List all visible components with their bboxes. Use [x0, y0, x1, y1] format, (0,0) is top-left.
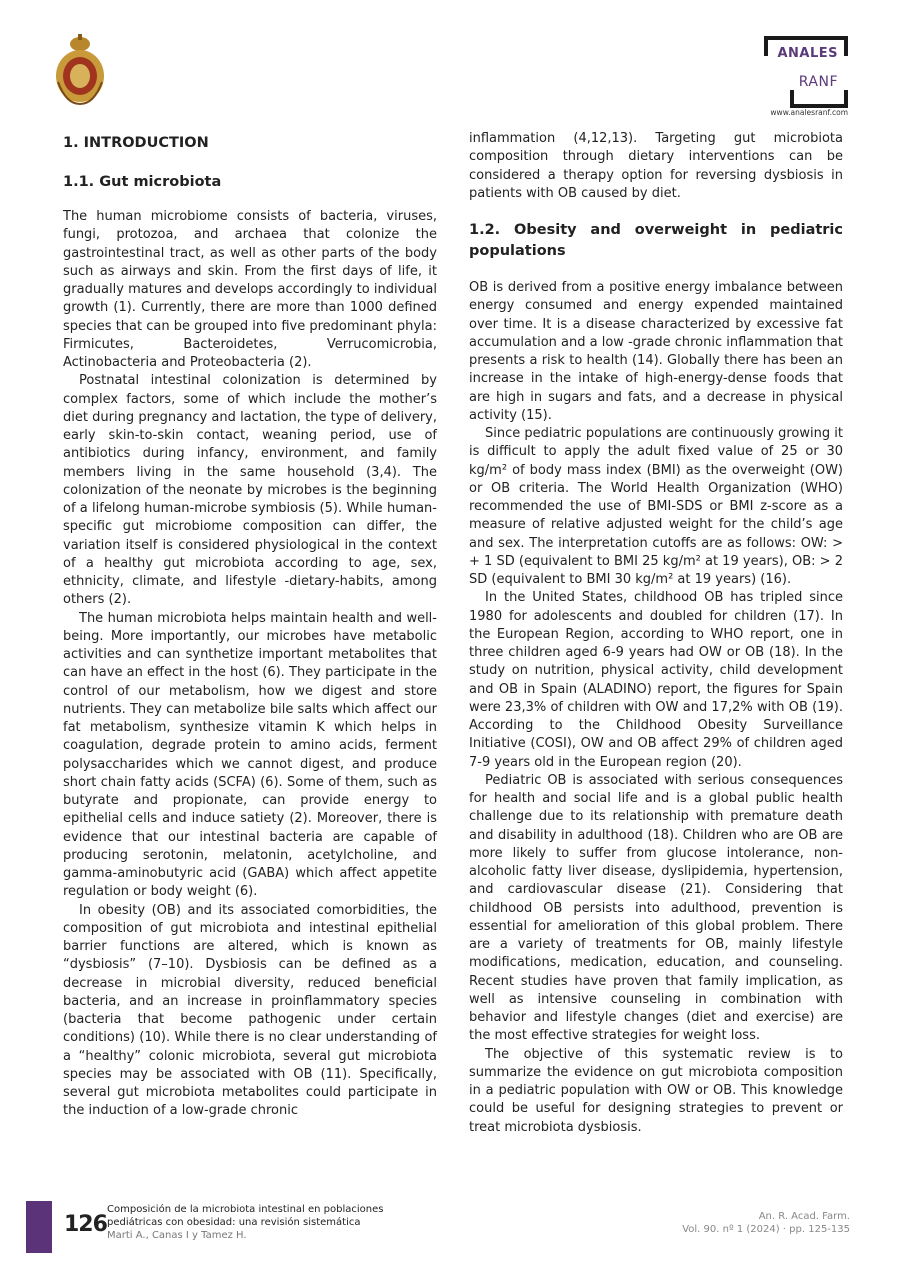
paragraph-continuation: inflammation (4,12,13). Targeting gut microbiota composition through dietary interventions can be considered a therapy option for reversing dysbiosis in patients with OB caused by diet.: [469, 131, 843, 201]
footer-article-info: [107, 1203, 437, 1242]
page-number: 126: [64, 1212, 107, 1237]
paragraph: The human microbiota helps maintain health and well-being. More importantly, our microbes have metabolic activities and can synthetize important metabolites that can have an effect in the host (6). They participate in the control of our metabolism, how we digest and store nutrients. They can metabolize bile salts which affect our fat metabolism, synthesize vitamin K which helps in coagulation, degrade protein to amino acids, ferment polysaccharides which we cannot digest, and produce short chain fatty acids (SCFA) (6). Some of them, such as butyrate and propionate, can provide energy to epithelial cells and induce satiety (2). Moreover, there is evidence that our intestinal bacteria are capable of producing serotonin, melatonin, acetylcholine, and gamma-aminobutyric acid (GABA) which affect appetite regulation or body weight (6).: [63, 610, 437, 900]
right-column: [469, 130, 843, 1137]
academy-seal-logo: [52, 32, 108, 106]
paragraph: The human microbiome consists of bacteria, viruses, fungi, protozoa, and archaea that colonize the gastrointestinal tract, as well as other parts of the body such as airways and skin. From the first days of life, it gradually matures and develops accordingly to individual growth (1). Currently, there are more than 1000 defined species that can be grouped into five predominant phyla: Firmicutes, Bacteroidetes, Verrucomicrobia, Actinobacteria and Proteobacteria (2).: [63, 209, 437, 370]
footer-journal: An. R. Acad. Farm.: [758, 1211, 850, 1222]
footer-authors: Marti A., Canas I y Tamez H.: [107, 1230, 247, 1241]
subsection-title-obesity: 1.2. Obesity and overweight in pediatric populations: [469, 222, 843, 259]
logo-text-anales: ANALES: [777, 46, 838, 61]
paragraph: The objective of this systematic review is to summarize the evidence on gut microbiota composition in a pediatric population with OW or OB. This knowledge could be useful for designing strategies to prevent or treat microbiota dysbiosis.: [469, 1046, 843, 1135]
section-title: 1. INTRODUCTION: [63, 135, 209, 151]
left-column: [63, 130, 437, 1121]
footer-article-title: Composición de la microbiota intestinal en poblaciones pediátricas con obesidad: una revisión sistemática: [107, 1204, 384, 1228]
paragraph: Since pediatric populations are continuously growing it is difficult to apply the adult fixed value of 25 or 30 kg/m² of body mass index (BMI) as the overweight (OW) or OB criteria. The World Health Organization (WHO) recommended the use of BMI-SDS or BMI z-score as a measure of relative adjusted weight for the child’s age and sex. The interpretation cutoffs are as follows: OW: > + 1 SD (equivalent to BMI 25 kg/m² at 19 years), OB: > 2 SD (equivalent to BMI 30 kg/m² at 19 years) (16).: [469, 426, 843, 587]
paragraph: Postnatal intestinal colonization is determined by complex factors, some of which include the mother’s diet during pregnancy and lactation, the type of delivery, early skin-to-skin contact, weaning period, use of antibiotics during infancy, environment, and family members living in the same household (3,4). The colonization of the neonate by microbes is the beginning of a lifelong human-microbe symbiosis (5). While human-specific gut microbiome composition can differ, the variation itself is considered physiological in the context of a healthy gut microbiota according to age, sex, ethnicity, climate, and lifestyle -dietary-habits, among others (2).: [63, 373, 437, 608]
logo-bracket-bottom: [790, 90, 848, 108]
subsection-title-gut-microbiota: 1.1. Gut microbiota: [63, 174, 222, 190]
footer-volume: Vol. 90. nº 1 (2024) · pp. 125-135: [682, 1224, 850, 1235]
paragraph: Pediatric OB is associated with serious consequences for health and social life and is a global public health challenge due to its relationship with premature death and disability in adulthood (18). Children who are OB are more likely to suffer from glucose intolerance, non-alcoholic fatty liver disease, dyslipidemia, hypertension, and cardiovascular disease (21). Considering that childhood OB persists into adulthood, prevention is essential for amelioration of this global problem. There are a variety of treatments for OB, mainly lifestyle modifications, medication, education, and counseling. Recent studies have proven that family implication, as well as intensive counseling in combination with behavior and lifestyle changes (diet and exercise) are the most effective strategies for weight loss.: [469, 772, 843, 1044]
journal-logo: [728, 32, 854, 122]
logo-text-ranf: RANF: [798, 74, 838, 90]
paragraph: In the United States, childhood OB has tripled since 1980 for adolescents and doubled for children (17). In the European Region, according to WHO report, one in three children aged 6-9 years had OW or OB (18). In the study on nutrition, physical activity, child development and OB in Spain (ALADINO) report, the figures for Spain were 23,3% of children with OW and 17,2% with OB (19). According to the Childhood Obesity Surveillance Initiative (COSI), OW and OB affect 29% of children aged 7-9 years old in the European region (20).: [469, 590, 843, 770]
footer-journal-info: [682, 1210, 850, 1236]
journal-url: www.analesranf.com: [770, 108, 848, 117]
footer-accent-bar: [26, 1201, 52, 1253]
paragraph: In obesity (OB) and its associated comorbidities, the composition of gut microbiota and intestinal epithelial barrier functions are altered, which is known as “dysbiosis” (7–10). Dysbiosis can be defined as a decrease in microbial diversity, reduced beneficial bacteria, and an increase in proinflammatory species (bacteria that become pathogenic under certain conditions) (10). While there is no clear understanding of a “healthy” colonic microbiota, several gut microbiota species may be associated with OB (11). Specifically, several gut microbiota metabolites could participate in the induction of a low-grade chronic: [63, 902, 437, 1119]
paragraph: OB is derived from a positive energy imbalance between energy consumed and energy expended maintained over time. It is a disease characterized by excessive fat accumulation and a low -grade chronic inflammation that presents a risk to health (14). Globally there has been an increase in the intake of high-energy-dense foods that are high in sugars and fats, and a decrease in physical activity (15).: [469, 280, 843, 423]
